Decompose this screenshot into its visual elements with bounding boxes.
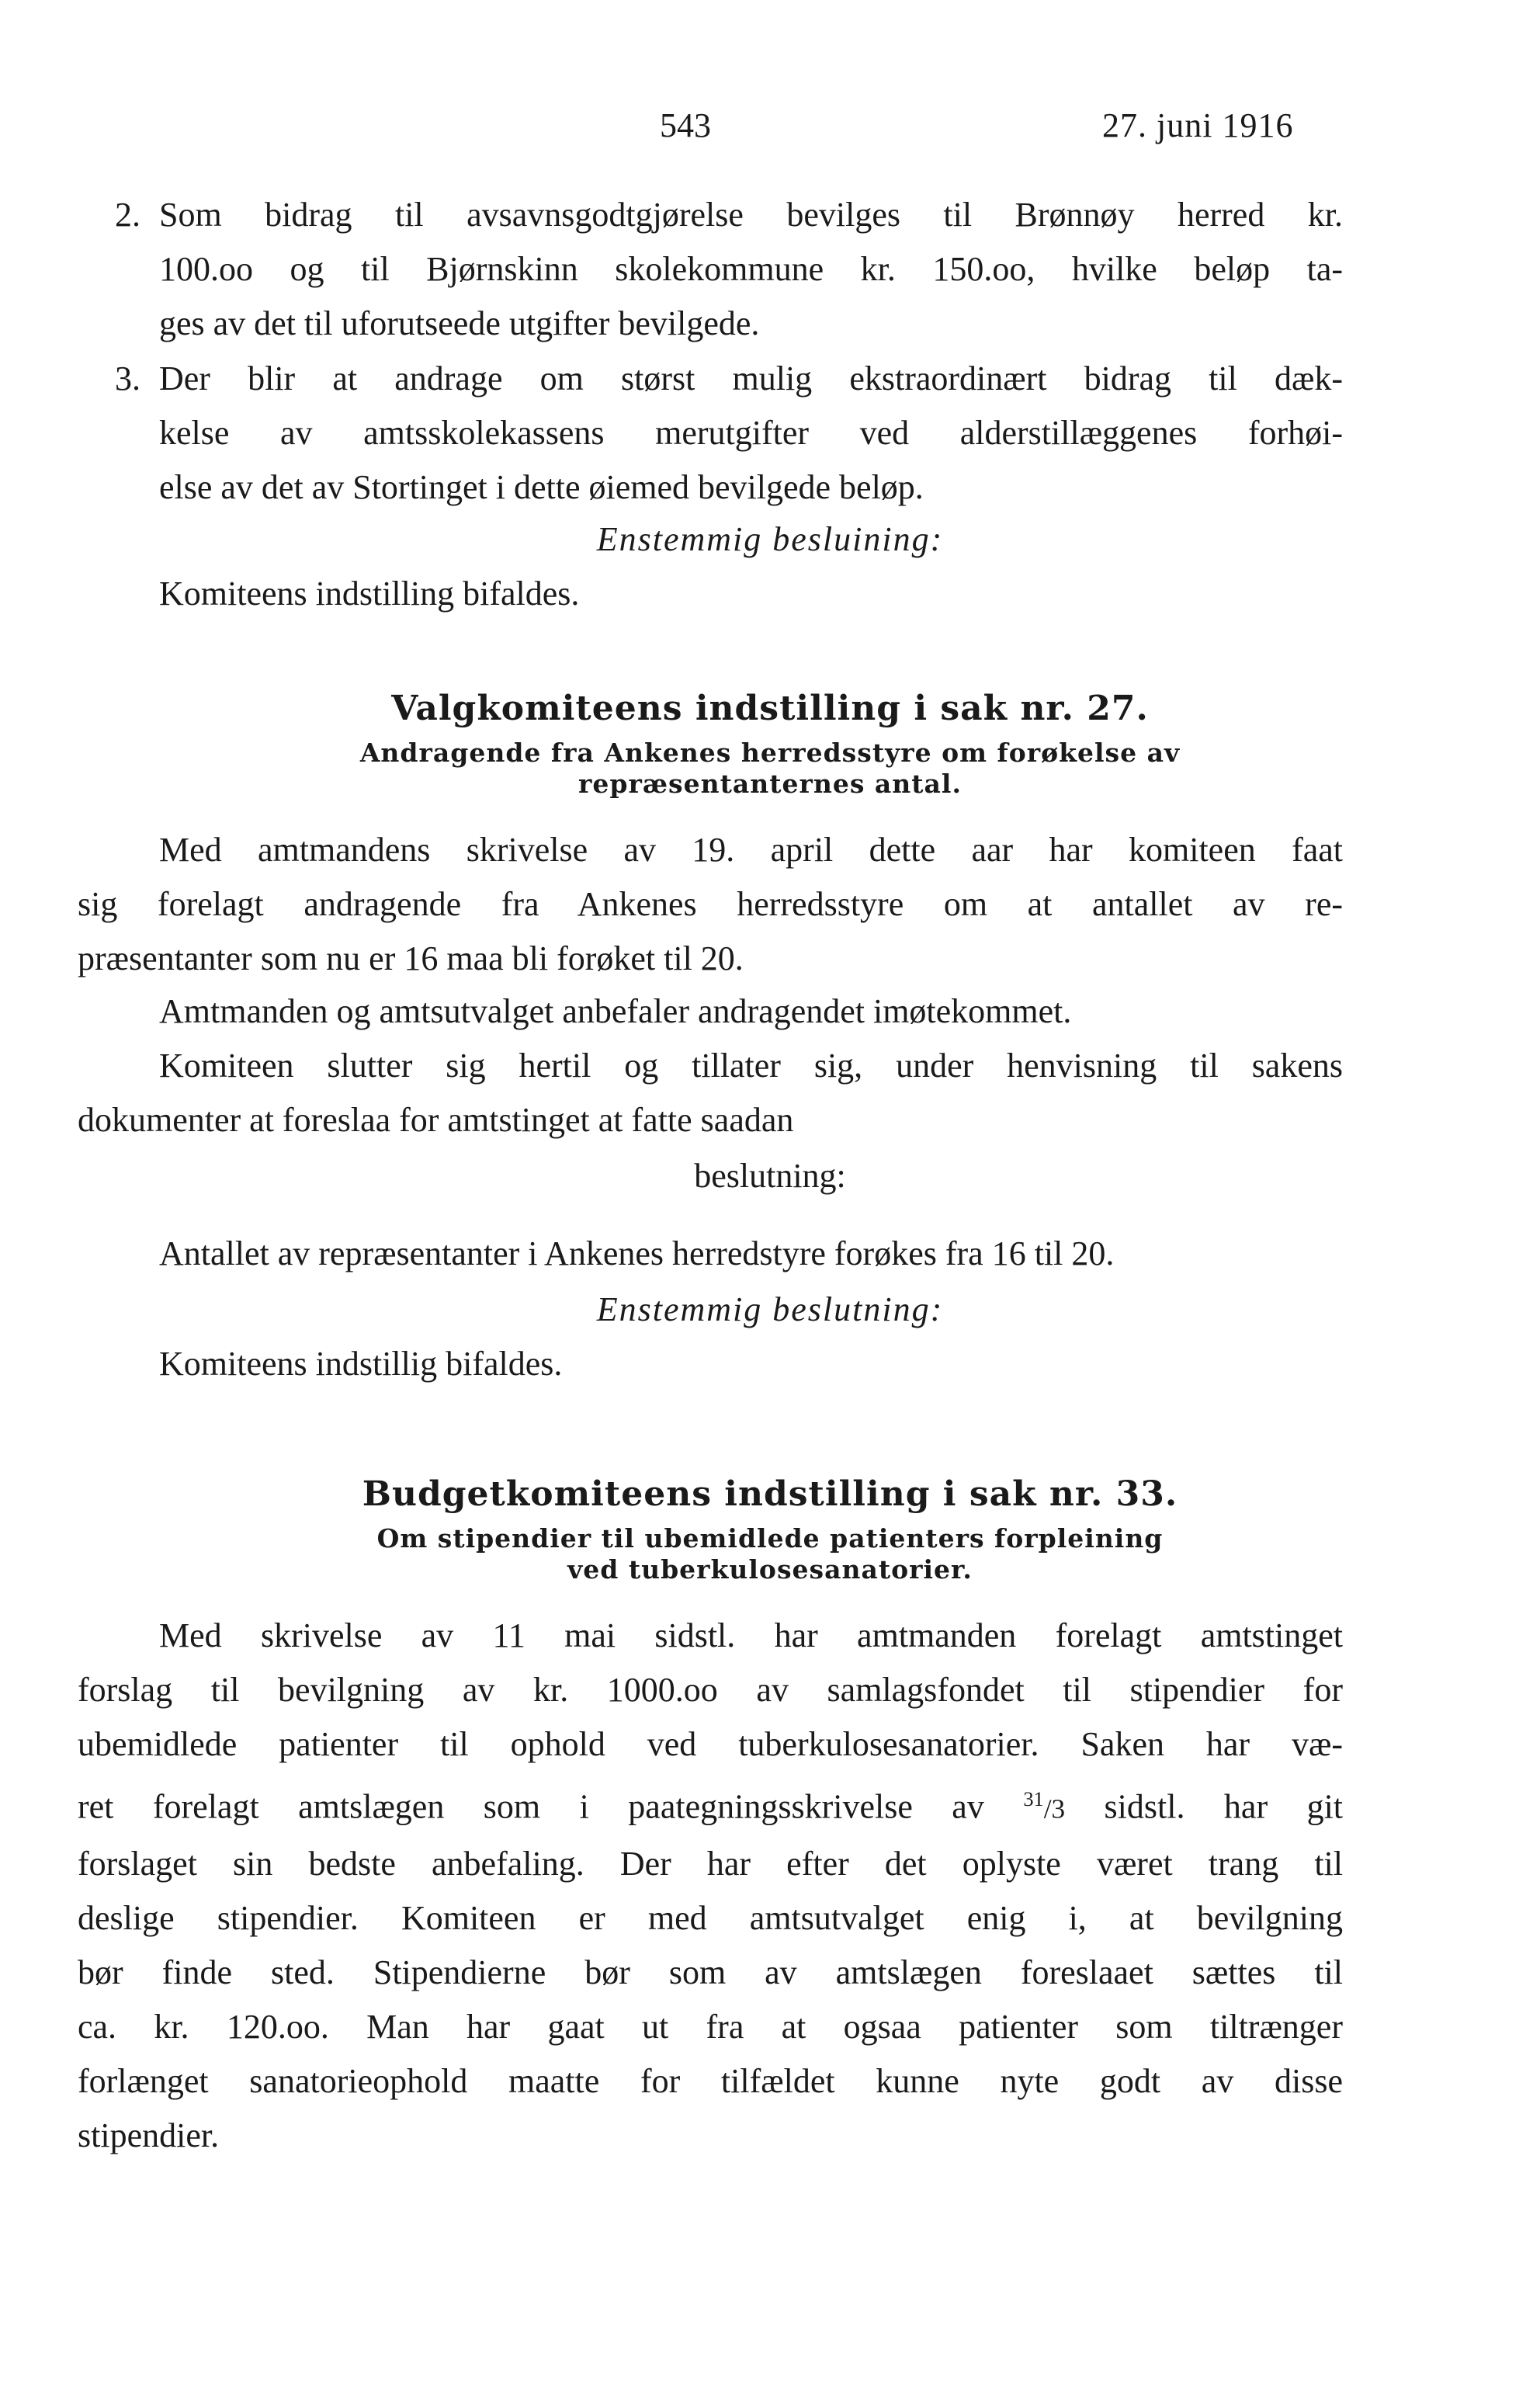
decision-2-heading: Enstemmig beslutning: <box>596 1290 944 1328</box>
item-3-number: 3. <box>115 359 140 398</box>
resolution-text: Antallet av repræsentanter i Ankenes herredstyre forøkes fra 16 til 20. <box>159 1234 1115 1272</box>
header-date: 27. juni 1916 <box>1102 106 1294 144</box>
paragraph-fragment: ret forelagt amtslægen som i paategningsskrivelse av <box>78 1787 984 1826</box>
item-3-line: else av det av Stortinget i dette øiemed bevilgede beløp. <box>159 468 924 506</box>
section-27-paragraph-3 <box>78 1039 1343 1147</box>
paragraph-line: præsentanter som nu er 16 maa bli forøket til 20. <box>78 939 744 977</box>
paragraph-line: dokumenter at foreslaa for amtstinget at fatte saadan <box>78 1101 794 1139</box>
item-2-number: 2. <box>115 196 140 234</box>
section-27-subtitle-1: Andragende fra Ankenes herredsstyre om forøkelse av <box>359 738 1181 768</box>
date-subscript: /3 <box>1043 1793 1066 1824</box>
page-number: 543 <box>660 106 711 144</box>
decision-2-text: Komiteens indstillig bifaldes. <box>159 1345 563 1383</box>
item-2-line: ges av det til uforutseede utgifter bevilgede. <box>159 304 760 342</box>
paragraph-line: forlænget sanatorieophold maatte for tilfældet kunne nyte godt av disse <box>78 2061 1343 2100</box>
section-27-title: Valgkomiteens indstilling i sak nr. 27. <box>391 689 1149 728</box>
section-27-paragraph-1 <box>78 823 1343 986</box>
page-header <box>0 106 1540 160</box>
section-27-subtitle-2: repræsentanternes antal. <box>578 769 962 799</box>
paragraph-line: deslige stipendier. Komiteen er med amtsutvalget enig i, at bevilgning <box>78 1898 1343 1937</box>
paragraph-line: forslaget sin bedste anbefaling. Der har efter det oplyste været trang til <box>78 1844 1343 1883</box>
paragraph-line: Komiteen slutter sig hertil og tillater sig, under henvisning til sakens <box>159 1047 1343 1085</box>
decision-1-text: Komiteens indstilling bifaldes. <box>159 575 580 613</box>
paragraph-fragment: sidstl. har git <box>1104 1787 1344 1826</box>
item-2-line: 100.oo og til Bjørnskinn skolekommune kr. 150.oo, hvilke beløp ta- <box>159 250 1343 288</box>
paragraph-line: ca. kr. 120.oo. Man har gaat ut fra at ogsaa patienter som tiltrænger <box>78 2007 1343 2046</box>
section-33-subtitle-1: Om stipendier til ubemidlede patienters forpleining <box>376 1523 1164 1554</box>
paragraph-line-with-date <box>78 1772 1343 1837</box>
paragraph-line: sig forelagt andragende fra Ankenes herredsstyre om at antallet av re- <box>78 885 1343 923</box>
paragraph-line: bør finde sted. Stipendierne bør som av amtslægen foreslaaet sættes til <box>78 1953 1343 1991</box>
item-2-text <box>159 188 1343 351</box>
section-33-subtitle-2: ved tuberkulosesanatorier. <box>567 1554 973 1585</box>
date-superscript: 31 <box>1023 1787 1044 1810</box>
section-27-paragraph-2: Amtmanden og amtsutvalget anbefaler andragendet imøtekommet. <box>159 992 1072 1030</box>
item-3-line: Der blir at andrage om størst mulig ekstraordinært bidrag til dæk- <box>159 359 1343 398</box>
paragraph-line: ubemidlede patienter til ophold ved tuberkulosesanatorier. Saken har væ- <box>78 1725 1343 1763</box>
paragraph-line: stipendier. <box>78 2116 220 2154</box>
paragraph-line: forslag til bevilgning av kr. 1000.oo av samlagsfondet til stipendier for <box>78 1671 1343 1709</box>
item-2-line: Som bidrag til avsavnsgodtgjørelse bevilges til Brønnøy herred kr. <box>159 196 1343 234</box>
resolution-label: beslutning: <box>694 1157 846 1195</box>
section-33-paragraph <box>78 1609 1343 2163</box>
paragraph-line: Med skrivelse av 11 mai sidstl. har amtmanden forelagt amtstinget <box>159 1616 1343 1654</box>
item-3-text <box>159 352 1343 515</box>
item-3-line: kelse av amtsskolekassens merutgifter ved alderstillæggenes forhøi- <box>159 414 1343 452</box>
section-33-title: Budgetkomiteens indstilling i sak nr. 33. <box>362 1474 1178 1514</box>
decision-1-heading: Enstemmig besluining: <box>596 520 944 558</box>
paragraph-line: Med amtmandens skrivelse av 19. april dette aar har komiteen faat <box>159 831 1343 869</box>
